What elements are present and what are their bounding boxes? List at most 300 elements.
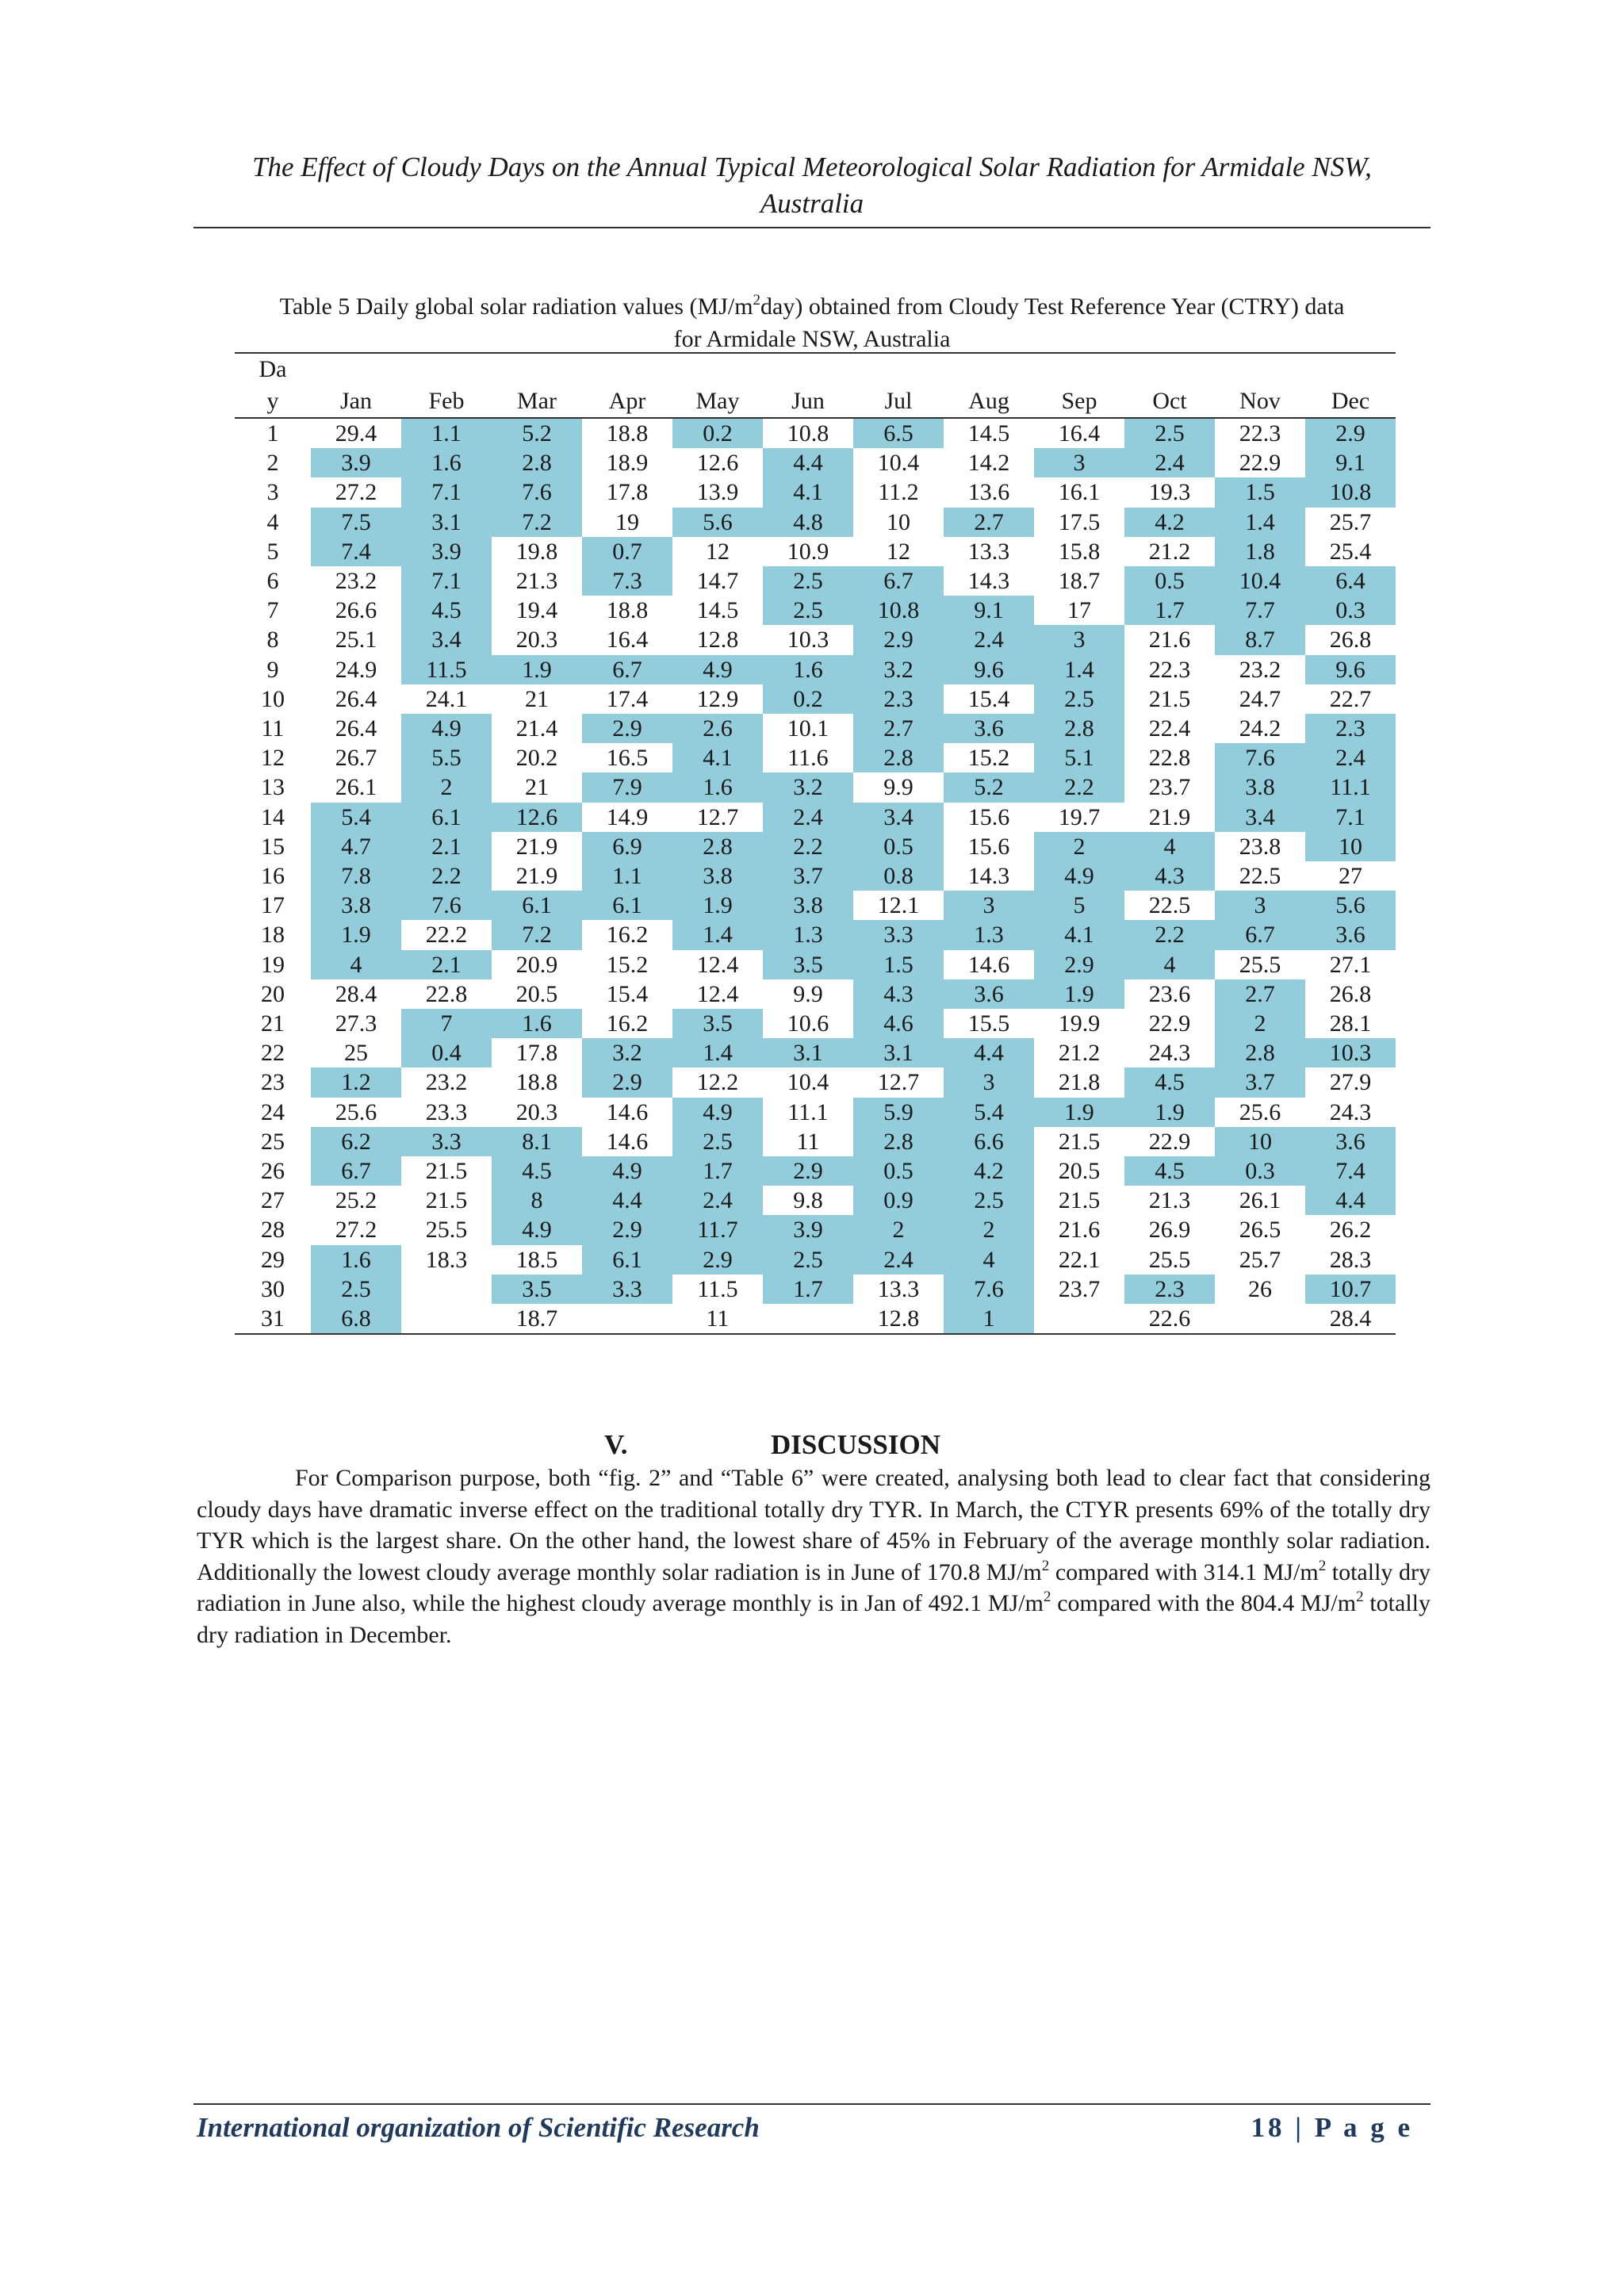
value-cell: 1 [944,1304,1034,1334]
value-cell: 23.7 [1058,1275,1101,1302]
value-cell: 3 [944,891,1034,920]
value-cell: 2.8 [492,448,582,477]
column-header-month: Apr [582,353,672,418]
day-cell: 14 [261,803,285,830]
value-cell [763,1304,853,1334]
value-cell: 21 [525,685,549,712]
value-cell: 22.2 [425,922,468,949]
table-row [235,655,1396,684]
value-cell: 1.9 [492,655,582,684]
value-cell: 19.4 [515,597,558,624]
value-cell: 4.5 [1124,1068,1215,1097]
day-cell: 15 [261,833,285,860]
value-cell: 5.4 [311,803,401,832]
value-cell: 10.8 [853,596,944,625]
value-cell: 20.9 [515,951,558,978]
value-cell: 15.5 [967,1010,1010,1037]
value-cell: 27.3 [335,1010,377,1037]
value-cell: 26 [1248,1275,1272,1302]
value-cell: 6.7 [1215,920,1305,949]
value-cell: 2.4 [853,1245,944,1274]
value-cell: 2 [1215,1009,1305,1038]
value-cell: 7.3 [582,566,672,596]
value-cell: 4.9 [672,1098,763,1127]
value-cell: 25.5 [425,1217,468,1244]
value-cell: 19.3 [1148,479,1191,506]
value-cell: 1.9 [1124,1098,1215,1127]
value-cell: 4.4 [582,1186,672,1215]
value-cell: 27 [1339,863,1362,890]
value-cell: 22.8 [425,980,468,1007]
value-cell: 2.7 [944,508,1034,537]
value-cell: 20.5 [515,980,558,1007]
value-cell: 4.9 [1034,861,1124,891]
value-cell: 4 [1124,832,1215,861]
value-cell: 4.4 [944,1038,1034,1068]
value-cell: 3.2 [763,772,853,802]
value-cell: 0.3 [1305,596,1396,625]
value-cell: 3.3 [853,920,944,949]
value-cell: 25.6 [1239,1098,1281,1125]
value-cell: 28.4 [1305,1304,1396,1334]
value-cell: 2.5 [763,566,853,596]
value-cell: 13.3 [967,538,1010,565]
day-cell: 10 [261,685,285,712]
value-cell: 14.2 [967,450,1010,477]
value-cell: 0.9 [853,1186,944,1215]
table-row [235,684,1396,714]
value-cell: 14.5 [967,420,1010,447]
value-cell: 2.1 [401,832,492,861]
value-cell: 4.1 [763,477,853,507]
value-cell: 3.1 [401,508,492,537]
value-cell: 12.7 [877,1069,920,1096]
value-cell: 6.1 [582,1245,672,1274]
value-cell: 17 [1067,597,1091,624]
value-cell: 18.7 [1058,568,1101,595]
table-row [235,477,1396,507]
value-cell: 11 [796,1128,820,1155]
value-cell: 10.1 [787,715,829,742]
value-cell: 6.1 [401,803,492,832]
value-cell: 3.5 [763,950,853,979]
value-cell: 0.2 [763,684,853,714]
value-cell: 9.8 [793,1187,823,1214]
value-cell: 12.1 [877,892,920,919]
value-cell: 2 [944,1215,1034,1244]
table-row [235,891,1396,920]
value-cell [401,1304,492,1334]
value-cell: 23.8 [1239,833,1281,860]
value-cell: 3.1 [853,1038,944,1068]
value-cell: 21.9 [1148,803,1191,830]
value-cell: 1.9 [1034,979,1124,1009]
column-header-month: Feb [401,353,492,418]
column-header-month: Dec [1305,353,1396,418]
value-cell: 1.5 [853,950,944,979]
value-cell: 15.8 [1058,538,1101,565]
value-cell: 12.4 [696,980,739,1007]
value-cell: 21.3 [515,568,558,595]
table-row [235,566,1396,596]
value-cell: 2.2 [763,832,853,861]
value-cell: 28.3 [1329,1246,1372,1273]
value-cell: 5.6 [672,508,763,537]
value-cell: 26.8 [1329,627,1372,654]
value-cell: 26.5 [1239,1217,1281,1244]
table-row [235,625,1396,654]
section-title: DISCUSSION [771,1429,940,1460]
value-cell: 25.7 [1329,508,1372,535]
value-cell: 2.5 [311,1274,401,1304]
day-cell: 31 [235,1304,311,1334]
value-cell: 1.5 [1215,477,1305,507]
value-cell: 18.8 [515,1069,558,1096]
value-cell: 25 [344,1040,368,1067]
value-cell: 22.9 [1239,450,1281,477]
value-cell: 0.5 [1124,566,1215,596]
table-row [235,1304,1396,1334]
day-header-part2: y [266,388,279,414]
value-cell: 1.4 [1034,655,1124,684]
value-cell: 1.3 [944,920,1034,949]
table-row [235,979,1396,1009]
value-cell: 19.7 [1058,803,1101,830]
value-cell: 20.5 [1058,1158,1101,1185]
value-cell: 3.9 [763,1215,853,1244]
value-cell: 1.7 [1124,596,1215,625]
value-cell: 20.3 [515,1098,558,1125]
value-cell: 3.4 [1215,803,1305,832]
value-cell: 9.1 [944,596,1034,625]
value-cell: 3.8 [311,891,401,920]
caption-text-a: Table 5 Daily global solar radiation values (MJ/m [279,293,753,320]
value-cell: 22.9 [1148,1128,1191,1155]
value-cell: 2.9 [582,1068,672,1097]
value-cell: 21.2 [1148,538,1191,565]
value-cell: 14.3 [967,568,1010,595]
day-cell: 11 [261,715,285,742]
day-cell: 23 [261,1069,285,1096]
value-cell: 16.1 [1058,479,1101,506]
value-cell: 3.1 [763,1038,853,1068]
value-cell: 18.9 [606,450,649,477]
value-cell: 25.2 [335,1187,377,1214]
value-cell: 21.5 [425,1158,468,1185]
value-cell: 18.7 [492,1304,582,1334]
column-header-month: Aug [944,353,1034,418]
value-cell: 22.5 [1148,892,1191,919]
value-cell: 4.9 [672,655,763,684]
value-cell: 3.8 [672,861,763,891]
value-cell: 21.9 [515,833,558,860]
value-cell: 25.1 [335,627,377,654]
value-cell: 4 [311,950,401,979]
value-cell: 6.9 [582,832,672,861]
value-cell: 14.6 [606,1098,649,1125]
value-cell: 4.9 [401,714,492,743]
footer-page-number [1251,2110,1413,2146]
value-cell: 7.2 [492,920,582,949]
value-cell: 2.9 [853,625,944,654]
value-cell: 2.5 [763,596,853,625]
day-cell: 18 [261,922,285,949]
value-cell: 21.6 [1058,1217,1101,1244]
paragraph-text: For Comparison purpose, both “fig. 2” and “Table 6” were created, analysing both lead to clear fact that considering cloudy days have dramatic inverse effect on the traditional totally dry TYR. In March, the CTYR presents 69% of the totally dry TYR which is the largest share. On the other hand, the lowest share of 45% in February of the average monthly solar radiation. Additionally the lowest cloudy average monthly solar radiation is in June of 170.8 MJ/m [197,1465,1431,1585]
value-cell: 19.9 [1058,1010,1101,1037]
value-cell: 7.8 [311,861,401,891]
column-header-month: Oct [1124,353,1215,418]
value-cell: 17.8 [515,1040,558,1067]
value-cell: 18.5 [515,1246,558,1273]
value-cell: 2.8 [853,1127,944,1156]
superscript: 2 [1043,1589,1051,1605]
value-cell: 0.8 [853,861,944,891]
value-cell: 4.5 [1124,1156,1215,1186]
value-cell: 4.9 [582,1156,672,1186]
value-cell: 0.5 [853,832,944,861]
value-cell: 0.7 [582,537,672,566]
value-cell: 2.4 [763,803,853,832]
value-cell: 22.1 [1058,1246,1101,1273]
value-cell: 4 [1124,950,1215,979]
day-cell: 1 [266,420,279,447]
value-cell: 19 [615,508,639,535]
table-row [235,950,1396,979]
value-cell: 7.6 [944,1274,1034,1304]
value-cell: 10.8 [1305,477,1396,507]
value-cell: 1.7 [763,1274,853,1304]
table-header-row [235,353,1396,418]
value-cell: 26.9 [1148,1217,1191,1244]
value-cell: 3.9 [401,537,492,566]
value-cell: 21.4 [515,715,558,742]
page-label: | P a g e [1295,2112,1413,2143]
value-cell: 3.6 [944,714,1034,743]
value-cell: 12.2 [696,1069,739,1096]
value-cell: 1.3 [763,920,853,949]
day-cell: 9 [266,656,279,683]
column-header-day [235,353,311,418]
value-cell: 15.2 [606,951,649,978]
table-row [235,1038,1396,1068]
value-cell: 11.2 [878,479,919,506]
day-cell: 8 [266,627,279,654]
value-cell: 26.2 [1329,1217,1372,1244]
value-cell: 1.4 [672,1038,763,1068]
table-row [235,920,1396,949]
value-cell: 5 [1034,891,1124,920]
value-cell: 22.9 [1148,1010,1191,1037]
value-cell: 2.9 [672,1245,763,1274]
value-cell: 27.2 [335,1217,377,1244]
value-cell: 6.7 [853,566,944,596]
value-cell: 4.1 [1034,920,1124,949]
value-cell: 3.4 [853,803,944,832]
value-cell: 4.3 [853,979,944,1009]
value-cell: 11.7 [672,1215,763,1244]
value-cell: 3 [1034,625,1124,654]
day-cell: 13 [261,774,285,801]
day-cell: 20 [261,980,285,1007]
value-cell: 0.3 [1215,1156,1305,1186]
table-row [235,596,1396,625]
value-cell: 12.7 [696,803,739,830]
paragraph-text: compared with 314.1 MJ/m [1049,1558,1319,1585]
day-cell: 27 [261,1187,285,1214]
value-cell: 2.9 [763,1156,853,1186]
value-cell: 3.7 [1215,1068,1305,1097]
table-row [235,1186,1396,1215]
value-cell: 15.4 [967,685,1010,712]
value-cell: 3.6 [1305,1127,1396,1156]
value-cell: 2.5 [763,1245,853,1274]
value-cell: 29.4 [335,420,377,447]
value-cell: 2.1 [401,950,492,979]
value-cell: 16.2 [606,922,649,949]
value-cell: 2.2 [1034,772,1124,802]
table-row [235,1245,1396,1274]
value-cell: 10.4 [1215,566,1305,596]
running-header-line1: The Effect of Cloudy Days on the Annual Typical Meteorological Solar Radiation for Armidale NSW, [252,151,1372,182]
value-cell: 14.7 [696,568,739,595]
value-cell: 5.9 [853,1098,944,1127]
value-cell: 26.1 [1239,1187,1281,1214]
column-header-month: Sep [1034,353,1124,418]
day-cell: 26 [261,1158,285,1185]
value-cell: 12 [706,538,730,565]
value-cell: 10.3 [1305,1038,1396,1068]
value-cell: 1.6 [672,772,763,802]
value-cell: 5.2 [944,772,1034,802]
value-cell: 4.2 [1124,508,1215,537]
value-cell: 17.5 [1058,508,1101,535]
value-cell: 4.8 [763,508,853,537]
value-cell: 7.2 [492,508,582,537]
column-header-month: Jan [311,353,401,418]
value-cell: 26.4 [335,715,377,742]
day-cell: 25 [261,1128,285,1155]
day-cell: 29 [261,1246,285,1273]
value-cell: 2.8 [672,832,763,861]
column-header-month: Jun [763,353,853,418]
value-cell: 12.8 [696,627,739,654]
running-header [193,149,1431,222]
value-cell: 16.5 [606,745,649,772]
table-row [235,1098,1396,1127]
value-cell: 22.7 [1329,685,1372,712]
value-cell: 27.2 [335,479,377,506]
table-row [235,418,1396,448]
value-cell: 3.8 [763,891,853,920]
value-cell: 2.8 [853,743,944,772]
table-row [235,508,1396,537]
value-cell: 7.7 [1215,596,1305,625]
value-cell: 1.9 [672,891,763,920]
value-cell: 10.4 [877,450,920,477]
day-cell: 7 [266,597,279,624]
value-cell: 9.6 [944,655,1034,684]
value-cell: 14.6 [967,951,1010,978]
day-cell: 28 [261,1217,285,1244]
value-cell: 6.1 [492,891,582,920]
value-cell: 10.4 [787,1069,829,1096]
value-cell: 19.8 [515,538,558,565]
value-cell: 27.9 [1329,1069,1372,1096]
value-cell: 1.1 [401,418,492,448]
value-cell: 2.3 [1305,714,1396,743]
value-cell: 4.1 [672,743,763,772]
value-cell: 23.6 [1148,980,1191,1007]
value-cell: 9.1 [1305,448,1396,477]
value-cell: 1.7 [672,1156,763,1186]
value-cell: 3.8 [1215,772,1305,802]
value-cell: 0.4 [401,1038,492,1068]
value-cell: 22.4 [1148,715,1191,742]
value-cell: 12.6 [696,450,739,477]
value-cell: 18.8 [606,597,649,624]
value-cell: 15.2 [967,745,1010,772]
value-cell: 6.5 [853,418,944,448]
table-row [235,1068,1396,1097]
value-cell: 1.6 [401,448,492,477]
day-cell: 30 [261,1275,285,1302]
header-divider [193,227,1431,228]
value-cell [401,1274,492,1304]
value-cell: 24.9 [335,656,377,683]
value-cell: 2.4 [1124,448,1215,477]
value-cell: 24.2 [1239,715,1281,742]
value-cell: 4.4 [763,448,853,477]
value-cell: 10.8 [787,420,829,447]
value-cell: 7.4 [1305,1156,1396,1186]
value-cell: 24.1 [425,685,468,712]
value-cell: 3.5 [672,1009,763,1038]
value-cell: 1.6 [311,1245,401,1274]
value-cell: 2.8 [1034,714,1124,743]
value-cell: 16.2 [606,1010,649,1037]
value-cell: 10.3 [787,627,829,654]
value-cell: 10.7 [1305,1274,1396,1304]
value-cell: 21.2 [1058,1040,1101,1067]
value-cell: 21.6 [1148,627,1191,654]
value-cell: 2.3 [1124,1274,1215,1304]
value-cell: 2.4 [1305,743,1396,772]
value-cell: 5.4 [944,1098,1034,1127]
value-cell: 6.2 [311,1127,401,1156]
superscript: 2 [1041,1557,1050,1574]
value-cell: 4.5 [492,1156,582,1186]
value-cell: 2.5 [1034,684,1124,714]
value-cell: 23.2 [425,1069,468,1096]
value-cell: 16.4 [606,627,649,654]
value-cell: 12.9 [696,685,739,712]
table-row [235,537,1396,566]
value-cell [1034,1304,1124,1334]
day-cell: 19 [261,951,285,978]
value-cell: 8.7 [1215,625,1305,654]
value-cell: 12.6 [492,803,582,832]
day-cell: 3 [266,479,279,506]
value-cell: 2.5 [944,1186,1034,1215]
value-cell: 11.6 [787,745,829,772]
value-cell: 18.3 [425,1246,468,1273]
value-cell: 4.6 [853,1009,944,1038]
value-cell: 13.3 [877,1275,920,1302]
value-cell: 25.6 [335,1098,377,1125]
day-cell: 2 [266,450,279,477]
value-cell: 21.5 [1148,685,1191,712]
